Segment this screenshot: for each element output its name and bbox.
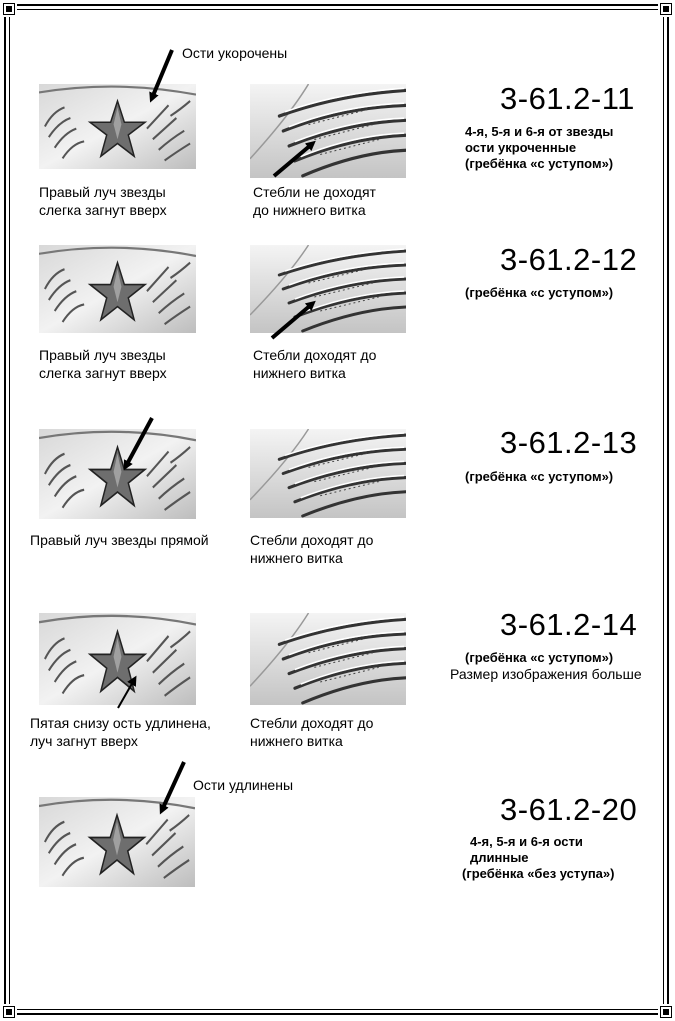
- variety-description: длинные: [470, 850, 529, 865]
- right-caption-line: Стебли доходят до: [253, 347, 377, 363]
- right-caption-line: Стебли доходят до: [250, 532, 374, 548]
- right-caption-line: Стебли не доходят: [253, 184, 376, 200]
- arrow-annotation: [112, 414, 156, 474]
- frame-corner-ornament: [658, 1004, 674, 1020]
- stem-closeup-photo: [250, 429, 406, 518]
- variety-description: (гребёнка «с уступом»): [465, 650, 614, 665]
- left-caption-line: Пятая снизу ость удлинена,: [30, 715, 211, 731]
- right-caption-line: до нижнего витка: [253, 202, 366, 218]
- frame-corner-ornament: [658, 1, 674, 17]
- variety-description: (гребёнка «без уступа»): [462, 866, 615, 881]
- left-caption-line: слегка загнут вверх: [39, 202, 167, 218]
- stem-closeup-photo: [250, 613, 406, 705]
- right-caption-line: Стебли доходят до: [250, 715, 374, 731]
- arrow-annotation: [266, 294, 326, 342]
- variety-description: ости укроченные: [465, 140, 577, 155]
- variety-description: (гребёнка «с уступом»): [465, 285, 614, 300]
- variety-code: 3-61.2-13: [500, 425, 638, 460]
- right-caption-line: нижнего витка: [250, 733, 343, 749]
- left-caption-line: Правый луч звезды прямой: [30, 532, 209, 548]
- variety-description: (гребёнка «с уступом»): [465, 469, 614, 484]
- right-caption-line: нижнего витка: [253, 365, 346, 381]
- variety-code: 3-61.2-14: [500, 607, 638, 642]
- annotation-note: Ости укорочены: [182, 45, 288, 61]
- variety-code: 3-61.2-11: [500, 81, 635, 116]
- arrow-annotation: [150, 758, 190, 820]
- variety-code: 3-61.2-20: [500, 792, 638, 827]
- star-closeup-photo: [39, 245, 196, 333]
- left-caption-line: луч загнут вверх: [30, 733, 138, 749]
- left-caption-line: слегка загнут вверх: [39, 365, 167, 381]
- variety-description: 4-я, 5-я и 6-я ости: [470, 834, 583, 849]
- frame-corner-ornament: [1, 1004, 17, 1020]
- arrow-annotation: [268, 136, 328, 180]
- variety-code: 3-61.2-12: [500, 242, 638, 277]
- left-caption-line: Правый луч звезды: [39, 184, 166, 200]
- frame-corner-ornament: [1, 1, 17, 17]
- arrow-annotation: [140, 46, 180, 106]
- variety-extra-note: Размер изображения больше: [450, 666, 642, 682]
- variety-description: 4-я, 5-я и 6-я от звезды: [465, 124, 614, 139]
- annotation-note: Ости удлинены: [193, 777, 294, 793]
- variety-description: (гребёнка «с уступом»): [465, 156, 614, 171]
- arrow-annotation: [114, 672, 144, 712]
- left-caption-line: Правый луч звезды: [39, 347, 166, 363]
- right-caption-line: нижнего витка: [250, 550, 343, 566]
